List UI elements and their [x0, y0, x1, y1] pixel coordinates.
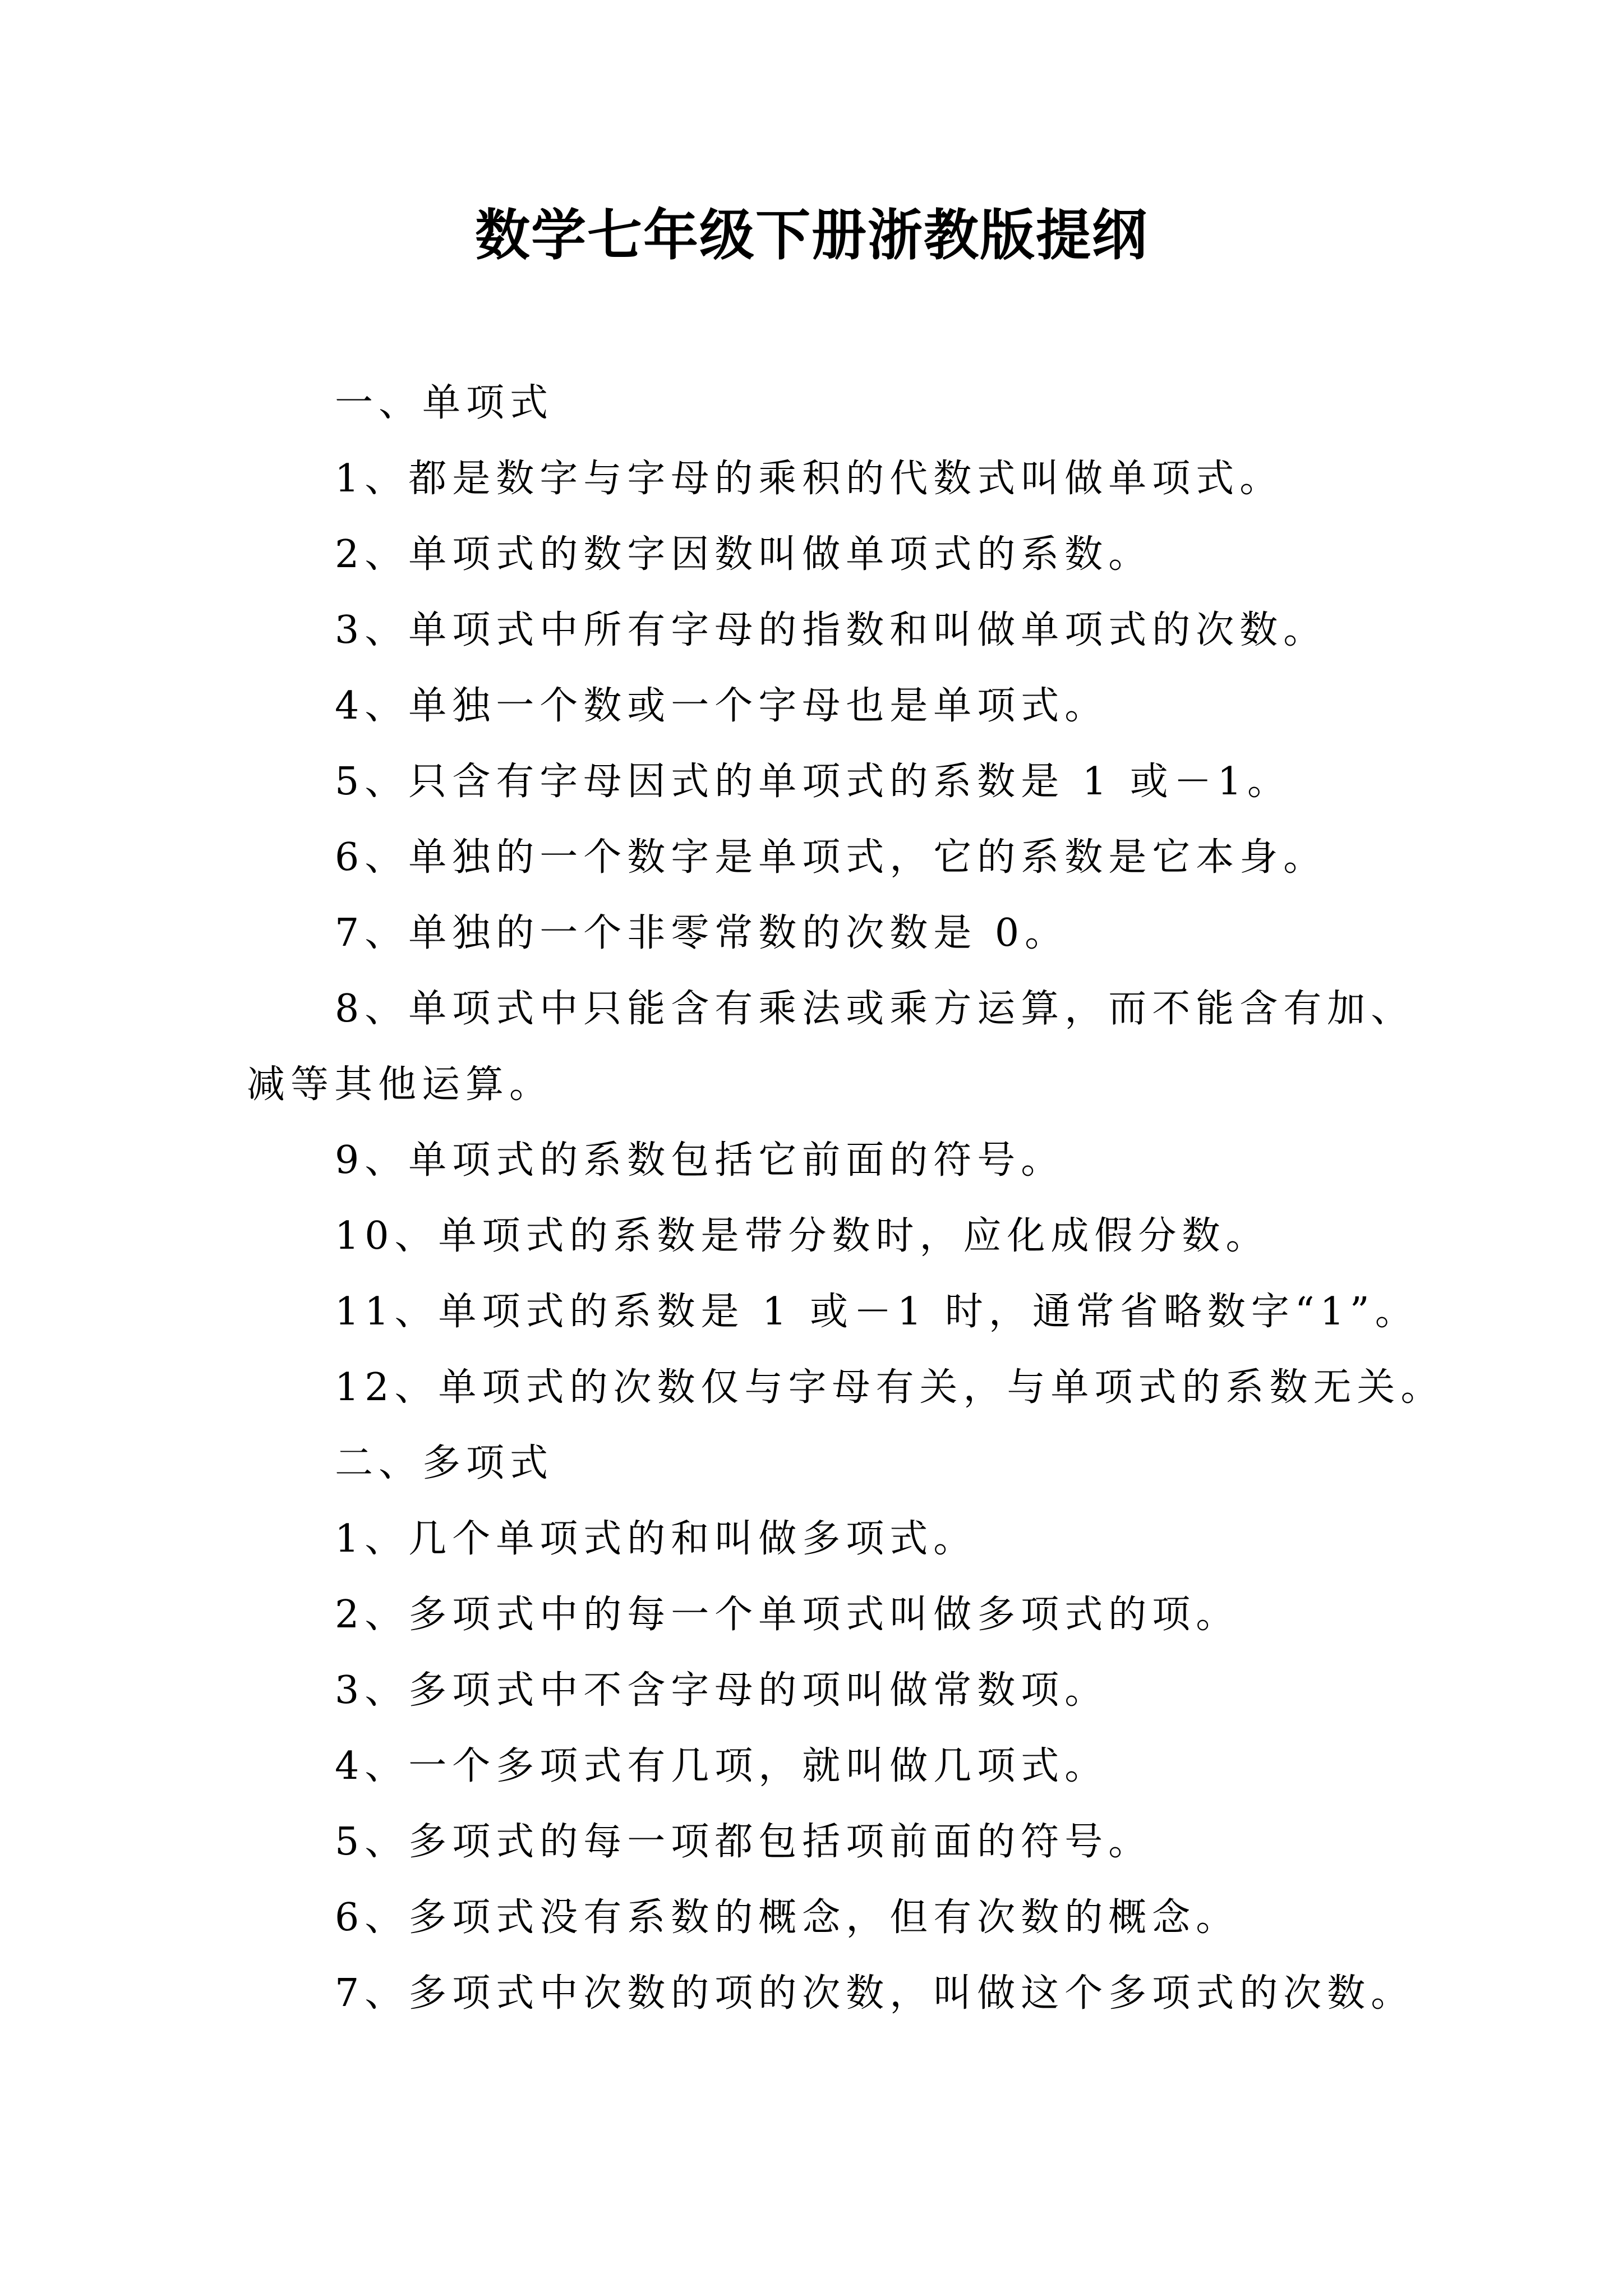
paragraph-line: 8、单项式中只能含有乘法或乘方运算，而不能含有加、: [335, 987, 1415, 1031]
paragraph-line: 1、几个单项式的和叫做多项式。: [335, 1517, 978, 1561]
paragraph-line: 2、多项式中的每一个单项式叫做多项式的项。: [335, 1593, 1240, 1637]
paragraph-line: 2、单项式的数字因数叫做单项式的系数。: [335, 532, 1152, 577]
paragraph-line: 7、多项式中次数的项的次数，叫做这个多项式的次数。: [335, 1971, 1415, 2016]
paragraph-line: 6、多项式没有系数的概念，但有次数的概念。: [335, 1895, 1240, 1940]
section-heading-polynomial: 二、多项式: [335, 1441, 554, 1485]
document-title: 数学七年级下册浙教版提纲: [474, 204, 1148, 268]
paragraph-line: 1、都是数字与字母的乘积的代数式叫做单项式。: [335, 457, 1284, 501]
paragraph-line: 11、单项式的系数是 1 或－1 时，通常省略数字“1”。: [335, 1290, 1419, 1334]
paragraph-line: 7、单独的一个非零常数的次数是 0。: [335, 911, 1069, 955]
paragraph-line: 9、单项式的系数包括它前面的符号。: [335, 1138, 1065, 1182]
paragraph-line: 5、多项式的每一项都包括项前面的符号。: [335, 1820, 1152, 1864]
paragraph-line: 12、单项式的次数仅与字母有关，与单项式的系数无关。: [335, 1365, 1445, 1410]
paragraph-line: 4、单独一个数或一个字母也是单项式。: [335, 684, 1109, 728]
paragraph-line: 6、单独的一个数字是单项式，它的系数是它本身。: [335, 835, 1327, 880]
paragraph-line: 5、只含有字母因式的单项式的系数是 1 或－1。: [335, 760, 1292, 804]
paragraph-line: 4、一个多项式有几项，就叫做几项式。: [335, 1744, 1109, 1788]
paragraph-line: 3、多项式中不含字母的项叫做常数项。: [335, 1668, 1109, 1713]
paragraph-line: 3、单项式中所有字母的指数和叫做单项式的次数。: [335, 608, 1327, 652]
paragraph-line-continuation: 减等其他运算。: [247, 1062, 554, 1107]
paragraph-line: 10、单项式的系数是带分数时，应化成假分数。: [335, 1214, 1270, 1258]
section-heading-monomial: 一、单项式: [335, 381, 554, 425]
